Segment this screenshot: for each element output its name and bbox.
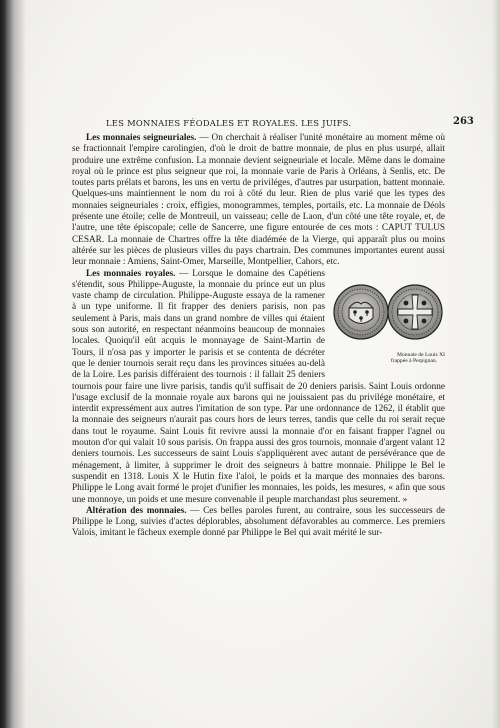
running-header (106, 116, 474, 132)
paragraph-royales (72, 269, 445, 506)
page-number: 263 (453, 116, 474, 127)
coin-obverse (334, 285, 388, 339)
paragraph-seigneuriales (72, 133, 445, 269)
running-title: LES MONNAIES FÉODALES ET ROYALES. LES JUIFS. (106, 118, 352, 128)
paragraph-text: — Lorsque le domaine des Capétiens s'étendit, sous Philippe-Auguste, la monnaie du prince eut un plus vaste champ de circulation. Philippe-Auguste essaya de la ramener à un type uniforme. Il fit frapper des deniers parisis, non pas seulement à Paris, mais dans un grand nombre de villes qui étaient sous son autorité, en respectant néanmoins beaucoup de monnaies locales. Quoiqu'il eût acquis le monnayage de Saint-Martin de Tours, il n'osa pas y importer le parisis et se contenta de décréter que le denier tournois serait reçu dans les provinces situées au-delà de la Loire. Les parisis différaient des tournois : il fallait 25 deniers tournois pour faire une livre parisis, tandis qu'il suffisait de 20 deniers parisis. Saint Louis ordonne l'usage exclusif de la monnaie royale aux barons qui ne jouissaient pas du privilége monétaire, et interdit expressément aux autres l'imitation de son type. Par une ordonnance de 1262, il établit que la monnaie des seigneurs n'aurait pas cours hors de leurs terres, tandis que celle du roi serait reçue dans tout le royaume. Saint Louis fit revivre aussi la monnaie d'or en faisant frapper l'agnel ou mouton d'or qui valait 10 sous parisis. On frappa aussi des gros tournois, monnaie d'argent valant 12 deniers tournois. Les successeurs de saint Louis s'appliquèrent avec autant de persévérance que de ménagement, à limiter, à supprimer le droit des seigneurs à battre monnaie. Philippe le Bel le suspendit en 1318. Louis X le Hutin fixe l'aloi, le poids et la marque des monnaies des barons. Philippe le Long avait formé le projet d'unifier les monnaies, les poids, les mesures, « afin que sous une monnoye, un poids et une mesure convenable il peuple marchandast plus seurement. » (72, 268, 445, 505)
paragraph-text: — On cherchait à réaliser l'unité monétaire au moment même où se fractionnait l'empire carolingien, d'où le droit de battre monnaie, de plus en plus usurpé, allait produire une extrême confusion. La monnaie devient seigneuriale et locale. Même dans le domaine royal où le prince est plus seigneur que roi, la monnaie varie de Paris à Orléans, à Senlis, etc. De toutes parts prélats et barons, les uns en vertu de priviléges, d'autres par usurpation, battent monnaie. Quelques-uns maintiennent le nom du roi à côté du leur. Rien de plus varié que les types des monnaies seigneuriales : croix, effigies, monogrammes, temples, portails, etc. La monnaie de Déols présente une étoile; celle de Montreuil, un vaisseau; celle de Laon, d'un côté une tête royale, et, de l'autre, une tête épiscopale; celle de Sancerre, une figure entourée de ces mots : CAPUT TULUS CESAR. La monnaie de Chartres offre la tête diadémée de la Vierge, qui apparaît plus ou moins altérée sur les pièces de plusieurs villes du pays chartrain. Des communes importantes eurent aussi leur monnaie : Amiens, Saint-Omer, Marseille, Montpellier, Cahors, etc. (72, 133, 445, 268)
coin-reverse (388, 285, 442, 339)
coin-illustration-icon (331, 272, 447, 356)
scan-edge (492, 0, 500, 728)
coin-figure (331, 272, 447, 370)
section-heading: Altération des monnaies. (86, 505, 187, 516)
scan-binding-shadow (0, 0, 26, 728)
section-heading: Les monnaies royales. (86, 268, 176, 279)
section-heading: Les monnaies seigneuriales. (86, 133, 197, 143)
body-text (72, 133, 445, 540)
paragraph-text: — Ces belles paroles furent, au contraire, sous les successeurs de Philippe le Long, suivies d'actes déplorables, absolument défavorables au commerce. Les premiers Valois, imitant le fâcheux exemple donné par Philippe le Bel qui avait mérité le sur- (72, 505, 445, 539)
figure-caption: Monnaie de Louis XI frappée à Perpignan. (390, 351, 445, 365)
paragraph-alteration (72, 506, 445, 540)
